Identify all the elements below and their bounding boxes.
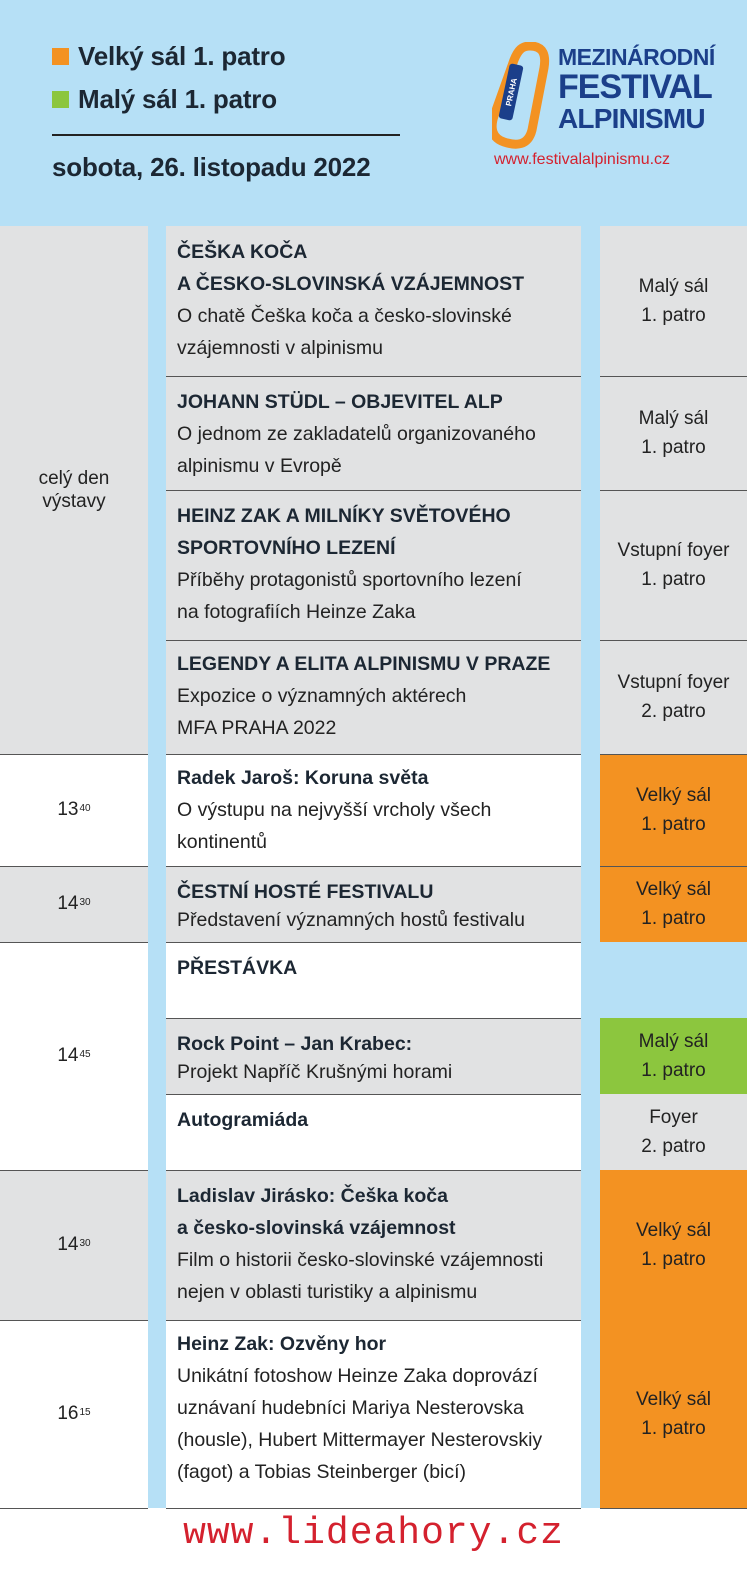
row-divider — [600, 640, 747, 641]
venue-cell: Velký sál 1. patro — [600, 1320, 747, 1508]
logo-line-1: MEZINÁRODNÍ — [558, 44, 715, 70]
row-divider — [600, 1508, 747, 1509]
time-1615: 16 15 — [57, 1403, 91, 1424]
event-prestavka: PŘESTÁVKA — [177, 957, 298, 979]
event-cestni-hoste: ČESTNÍ HOSTÉ FESTIVALU Představení významných hostů festivalu — [177, 881, 525, 931]
row-divider — [600, 376, 747, 377]
time-1340: 13 40 — [57, 799, 91, 820]
green-square-icon — [52, 91, 69, 108]
venue-cell: Vstupní foyer 2. patro — [600, 640, 747, 754]
row-divider — [600, 490, 747, 491]
event-ceska-koca: ČEŠKA KOČA A ČESKO-SLOVINSKÁ VZÁJEMNOST O chatě Češka koča a česko-slovinské vzájemnosti v alpinismu — [177, 241, 525, 359]
legend-label: Velký sál 1. patro — [78, 41, 286, 71]
time-1430-film: 14 30 — [57, 1234, 91, 1255]
event-autogramiada: Autogramiáda — [177, 1109, 309, 1131]
venue-cell: Malý sál 1. patro — [600, 376, 747, 490]
row-divider — [0, 1320, 148, 1321]
event-radek-jaros: Radek Jaroš: Koruna světa O výstupu na nejvyšší vrcholy všech kontinentů — [177, 767, 492, 853]
row-divider — [166, 754, 581, 755]
legend-label: Malý sál 1. patro — [78, 84, 277, 114]
row-divider — [166, 1018, 581, 1019]
column-gap-left — [148, 226, 166, 1508]
logo-line-2: FESTIVAL — [558, 68, 712, 106]
row-divider — [166, 942, 581, 943]
logo-line-3: ALPINISMU — [558, 103, 705, 134]
event-legendy-elita: LEGENDY A ELITA ALPINISMU V PRAZE Expozice o významných aktérech MFA PRAHA 2022 — [177, 653, 551, 739]
row-divider — [166, 640, 581, 641]
column-gap-right — [581, 226, 600, 1508]
event-ladislav-jirasko: Ladislav Jirásko: Češka koča a česko-slovinská vzájemnost Film o historii česko-slovinské vzájemnosti nejen v oblasti turistiky a alpinismu — [177, 1185, 544, 1303]
venue-cell: Velký sál 1. patro — [600, 866, 747, 942]
row-divider — [166, 1508, 581, 1509]
time-1430: 14 30 — [57, 893, 91, 914]
festival-url: www.festivalalpinismu.cz — [494, 151, 671, 168]
logo-badge-text: PRAHA — [504, 77, 519, 107]
legend-velky-sal — [52, 41, 285, 72]
event-ozveny-hor: Heinz Zak: Ozvěny hor Unikátní fotoshow Heinze Zaka doprovází uznávaní hudebníci Mariya Nesterovska (housle), Hubert Mittermayer Nesterovskiy (fagot) a Tobias Steinberger (bicí) — [177, 1333, 543, 1483]
row-divider — [166, 1094, 581, 1095]
row-divider — [0, 1170, 148, 1171]
event-rock-point: Rock Point – Jan Krabec: Projekt Napříč Krušnými horami — [177, 1033, 453, 1083]
row-divider — [166, 866, 581, 867]
time-1445: 14 45 — [57, 1045, 91, 1066]
event-heinz-zak-milniky: HEINZ ZAK A MILNÍKY SVĚTOVÉHO SPORTOVNÍHO LEZENÍ Příběhy protagonistů sportovního lezení na fotografiích Heinze Zaka — [177, 505, 522, 623]
event-johann-studl: JOHANN STÜDL – OBJEVITEL ALP O jednom ze zakladatelů organizovaného alpinismu v Evropě — [177, 391, 536, 477]
orange-square-icon — [52, 48, 69, 65]
venue-cell: Velký sál 1. patro — [600, 754, 747, 866]
header-divider — [52, 134, 400, 136]
row-divider — [0, 1508, 148, 1509]
venue-cell: Vstupní foyer 1. patro — [600, 490, 747, 640]
time-all-day: celý den výstavy — [38, 468, 110, 512]
row-divider — [600, 754, 747, 755]
row-divider — [0, 754, 148, 755]
row-divider — [166, 1320, 581, 1321]
event-date: sobota, 26. listopadu 2022 — [52, 152, 371, 182]
legend-maly-sal — [52, 84, 277, 115]
row-divider — [166, 376, 581, 377]
venue-cell: Malý sál 1. patro — [600, 1018, 747, 1094]
row-divider — [0, 942, 148, 943]
footer-url[interactable]: www.lideahory.cz — [183, 1512, 564, 1555]
venue-cell: Malý sál 1. patro — [600, 226, 747, 376]
venue-cell: Foyer 2. patro — [600, 1094, 747, 1170]
row-divider — [600, 866, 747, 867]
venue-cell: Velký sál 1. patro — [600, 1170, 747, 1320]
venue-cell-empty — [600, 942, 747, 1018]
row-divider — [166, 490, 581, 491]
row-divider — [166, 1170, 581, 1171]
row-divider — [0, 866, 148, 867]
